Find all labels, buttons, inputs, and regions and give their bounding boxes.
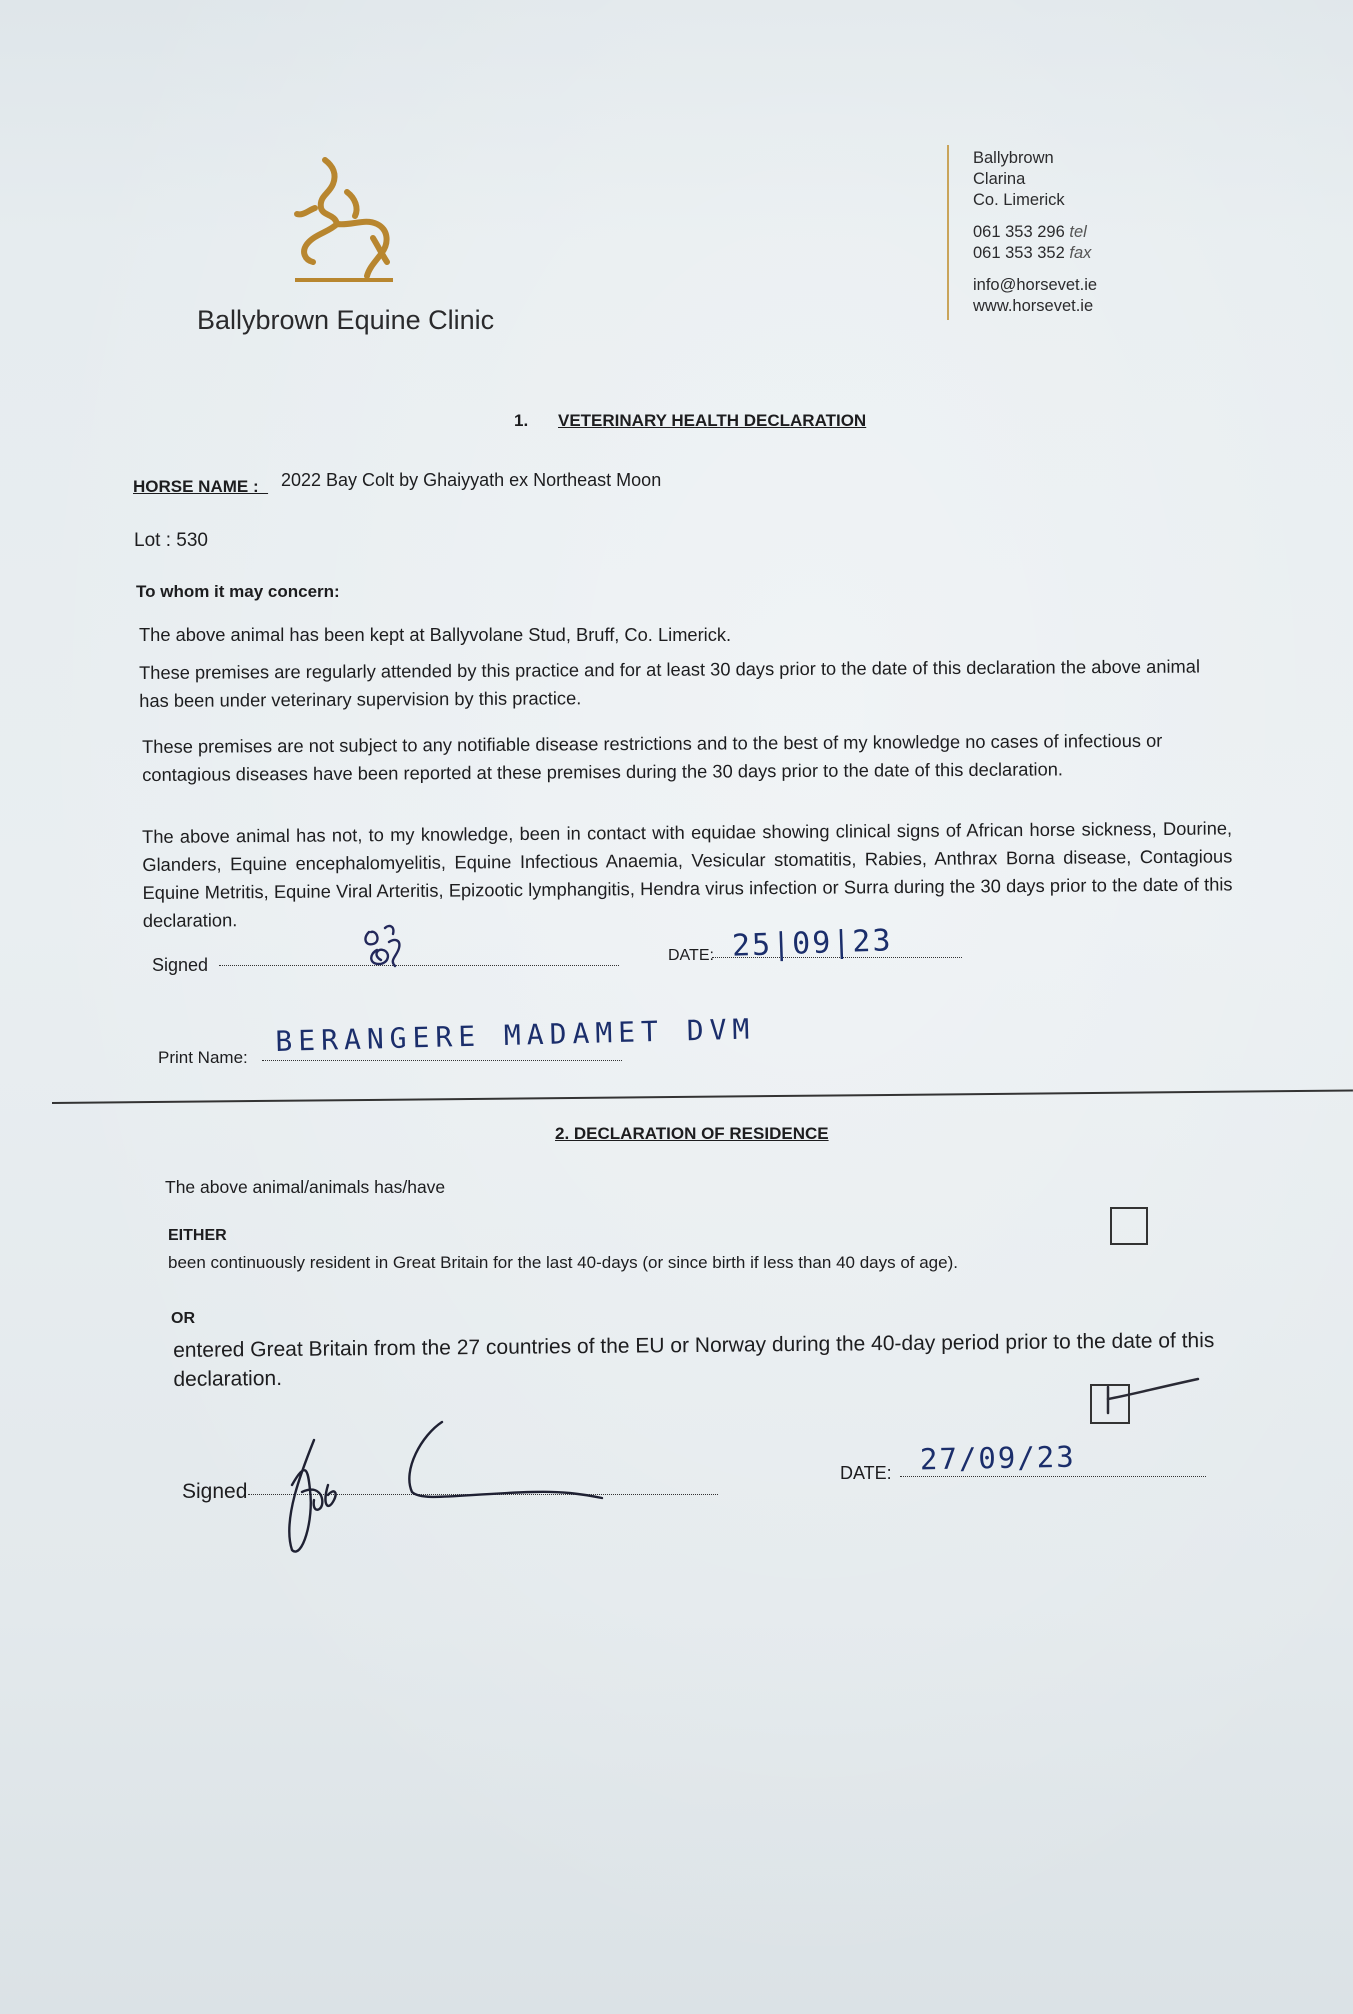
paragraph-kept-at: The above animal has been kept at Ballyvolane Stud, Bruff, Co. Limerick. (139, 624, 732, 645)
fax-suffix: fax (1069, 244, 1092, 262)
residence-intro: The above animal/animals has/have (165, 1177, 446, 1197)
date-handwritten: 25|09|23 (731, 923, 894, 964)
website: www.horsevet.ie (973, 297, 1094, 315)
print-name-label: Print Name: (158, 1048, 248, 1067)
date-label: DATE: (668, 947, 714, 964)
section2-title: 2. DECLARATION OF RESIDENCE (555, 1124, 829, 1143)
address-divider (947, 145, 949, 320)
address-line: Ballybrown (973, 149, 1054, 167)
or-label: OR (171, 1310, 195, 1327)
paragraph-supervision: These premises are regularly attended by this practice and for at least 30 days prior to the date of this declaration the above animal has been under veterinary supervision by this practice. (139, 655, 1201, 711)
lot-number: Lot : 530 (134, 530, 208, 551)
option2-text: entered Great Britain from the 27 countries of the EU or Norway during the 40-day period prior to the date of this declaration. (173, 1329, 1215, 1391)
option1-text: been continuously resident in Great Britain for the last 40-days (or since birth if less than 40 days of age). (168, 1253, 958, 1272)
fax-line (973, 243, 1097, 264)
print-name-handwritten: BERANGERE MADAMET DVM (275, 1012, 756, 1058)
vet-signature-scribble (355, 920, 425, 975)
signed-label-2: Signed (182, 1480, 248, 1503)
tel-line (973, 222, 1097, 243)
salutation: To whom it may concern: (136, 582, 340, 601)
section1-number: 1. (514, 411, 529, 430)
paragraph-no-restrictions: These premises are not subject to any notifiable disease restrictions and to the best of my knowledge no cases of infectious or contagious diseases have been reported at these premises during the 30 days prior to the date of this declaration. (142, 729, 1163, 785)
horse-logo-icon (285, 152, 405, 292)
date-line-2 (900, 1476, 1206, 1477)
address-line: Co. Limerick (973, 191, 1065, 209)
paragraph-no-contact: The above animal has not, to my knowledge, been in contact with equidae showing clinical signs of African horse sickness, Dourine, Glanders, Equine encephalomyelitis, Equine Infectious Anaemia, Vesicular stomatitis, Rabies, Anthrax Borna disease, Contagious Equine Metritis, Equine Viral Arteritis, Epizootic lymphangitis, Hendra virus infection or Surra during the 30 days prior to the date of this declaration. (142, 817, 1233, 931)
tel-number: 061 353 296 (973, 223, 1065, 241)
either-label: EITHER (168, 1227, 227, 1244)
horse-name-label: HORSE NAME : (133, 477, 269, 496)
address-block (973, 148, 1097, 328)
horse-name-value: 2022 Bay Colt by Ghaiyyath ex Northeast Moon (281, 470, 662, 490)
option1-checkbox[interactable] (1110, 1207, 1148, 1245)
clinic-name: Ballybrown Equine Clinic (197, 305, 495, 335)
signed-label: Signed (152, 955, 209, 975)
signature-scribble (262, 1400, 622, 1560)
section-divider (52, 1090, 1353, 1104)
print-name-line (262, 1060, 622, 1061)
fax-number: 061 353 352 (973, 244, 1065, 262)
address-line: Clarina (973, 170, 1026, 188)
section1-title: VETERINARY HEALTH DECLARATION (558, 411, 867, 430)
date-label-2: DATE: (840, 1463, 892, 1483)
tel-suffix: tel (1069, 223, 1087, 241)
date-handwritten-2: 27/09/23 (919, 1439, 1076, 1477)
email: info@horsevet.ie (973, 276, 1098, 294)
option2-check-mark (1090, 1375, 1210, 1415)
